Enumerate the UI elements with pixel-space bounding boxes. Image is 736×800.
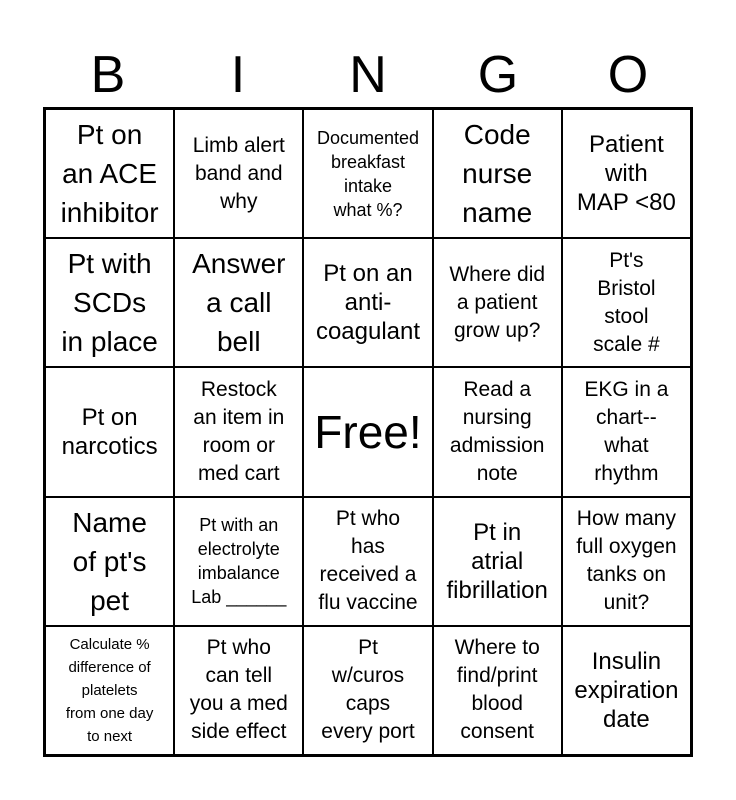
bingo-cell[interactable] <box>433 367 562 496</box>
cell-text: Pt with SCDs in place <box>61 248 158 358</box>
bingo-cell[interactable] <box>45 238 174 367</box>
cell-text: Answer a call bell <box>192 248 286 358</box>
cell-text: Documented breakfast intake what %? <box>316 127 420 220</box>
cell-text: Read a nursing admission note <box>449 377 545 485</box>
cell-text: Pt on narcotics <box>61 403 158 460</box>
bingo-cell[interactable] <box>303 109 432 238</box>
bingo-cell[interactable] <box>45 497 174 626</box>
cell-text: Pt who has received a flu vaccine <box>318 507 418 615</box>
bingo-cell[interactable] <box>433 109 562 238</box>
bingo-cell[interactable] <box>433 497 562 626</box>
cell-text: Pt in atrial fibrillation <box>446 518 548 604</box>
header-letter-g: G <box>477 46 519 104</box>
header-letter-i: I <box>230 46 246 104</box>
bingo-cell[interactable] <box>303 238 432 367</box>
bingo-cell[interactable] <box>562 109 691 238</box>
cell-text: Name of pt's pet <box>72 506 147 616</box>
header-letter-n: N <box>349 46 387 104</box>
cell-text: Pt who can tell you a med side effect <box>189 636 288 744</box>
free-space-label: Free! <box>314 405 422 458</box>
cell-text: Insulin expiration date <box>574 647 679 733</box>
bingo-header <box>43 44 693 106</box>
cell-text: Calculate % difference of platelets from one day to next <box>65 635 154 745</box>
bingo-cell[interactable] <box>174 626 303 755</box>
bingo-cell[interactable] <box>45 626 174 755</box>
cell-text: EKG in a chart-- what rhythm <box>584 377 669 485</box>
cell-text: Restock an item in room or med cart <box>193 377 285 485</box>
bingo-cell[interactable] <box>174 497 303 626</box>
bingo-cell[interactable] <box>562 626 691 755</box>
bingo-card <box>43 107 693 757</box>
bingo-cell[interactable] <box>562 497 691 626</box>
bingo-cell[interactable] <box>45 367 174 496</box>
bingo-cell[interactable] <box>303 626 432 755</box>
bingo-cell[interactable] <box>45 109 174 238</box>
bingo-cell[interactable] <box>174 238 303 367</box>
cell-text: Pt's Bristol stool scale # <box>593 248 660 356</box>
cell-text: Pt on an anti- coagulant <box>315 260 421 346</box>
cell-text: Limb alert band and why <box>192 133 285 213</box>
bingo-cell[interactable] <box>433 626 562 755</box>
bingo-cell[interactable] <box>174 367 303 496</box>
bingo-cell[interactable] <box>562 238 691 367</box>
header-letter-b: B <box>90 46 126 104</box>
cell-text: Patient with MAP <80 <box>576 131 676 217</box>
cell-text: Code nurse name <box>462 119 533 229</box>
bingo-cell[interactable] <box>174 109 303 238</box>
cell-text: Pt w/curos caps every port <box>321 636 415 744</box>
cell-text: Pt on an ACE inhibitor <box>60 119 159 229</box>
cell-text: How many full oxygen tanks on unit? <box>576 507 677 615</box>
cell-text: Pt with an electrolyte imbalance Lab ______ <box>191 515 287 608</box>
bingo-cell[interactable] <box>433 238 562 367</box>
bingo-cell[interactable] <box>303 497 432 626</box>
bingo-cell[interactable] <box>562 367 691 496</box>
cell-text: Where did a patient grow up? <box>449 262 546 342</box>
header-letter-o: O <box>607 46 649 104</box>
free-space[interactable] <box>303 367 432 496</box>
cell-text: Where to find/print blood consent <box>454 636 540 744</box>
